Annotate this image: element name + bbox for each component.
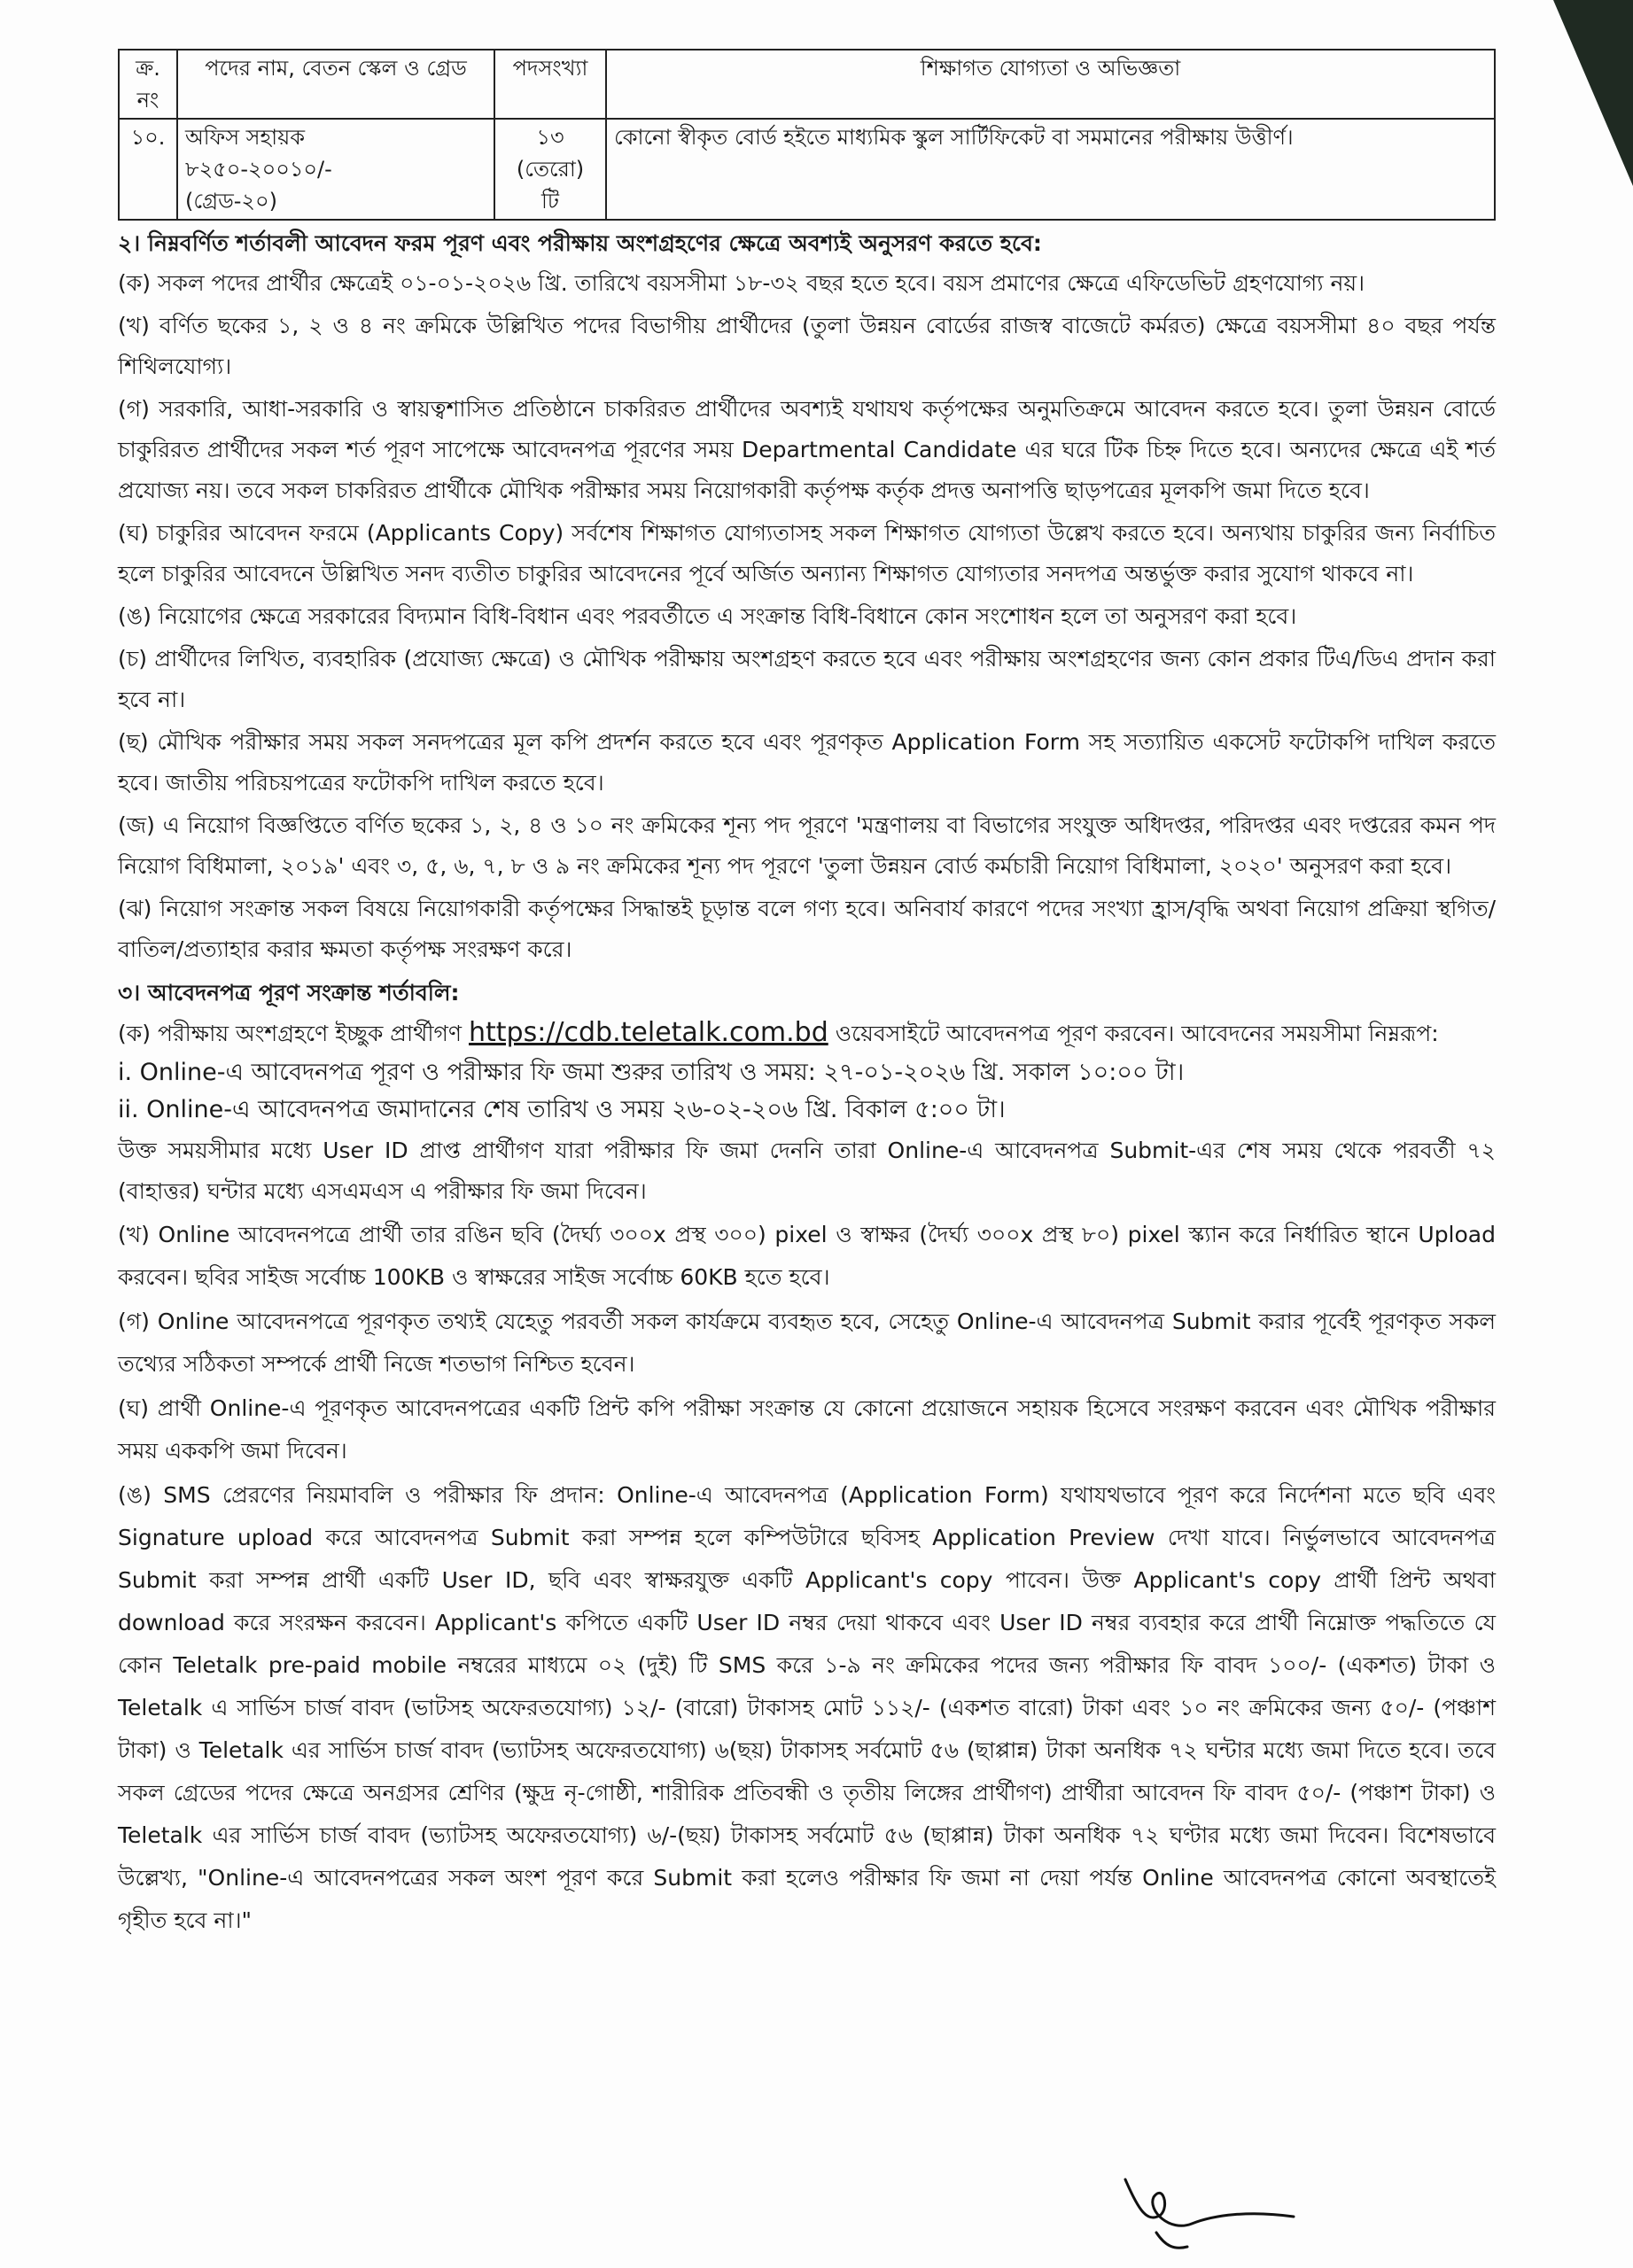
- schedule-end-line: ii. Online-এ আবেদনপত্র জমাদানের শেষ তারিখ ও সময় ২৬-০২-২০৬ খ্রি. বিকাল ৫:০০ টা।: [118, 1096, 1006, 1123]
- section3-item-ga: (গ) Online আবেদনপত্রে পূরণকৃত তথ্যই যেহেতু পরবর্তী সকল কার্যক্রমে ব্যবহৃত হবে, সেহেতু Online-এ আবেদনপত্র Submit করার পূর্বেই পূরণকৃত সকল তথ্যের সঠিকতা সম্পর্কে প্রার্থী নিজে শতভাগ নিশ্চিত হবেন।: [118, 1309, 1496, 1377]
- document-content: [118, 49, 1496, 1942]
- header-count: পদসংখ্যা: [494, 50, 606, 119]
- cell-post: [177, 119, 494, 220]
- section3-item-ka: [118, 1013, 1496, 1054]
- section3-after-schedule: উক্ত সময়সীমার মধ্যে User ID প্রাপ্ত প্রার্থীগণ যারা পরীক্ষার ফি জমা দেননি তারা Online-এ আবেদনপত্র Submit-এর শেষ সময় থেকে পরবর্তী ৭২ (বাহাত্তর) ঘন্টার মধ্যে এসএমএস এ পরীক্ষার ফি জমা দিবেন।: [118, 1138, 1496, 1204]
- header-qualification: শিক্ষাগত যোগ্যতা ও অভিজ্ঞতা: [606, 50, 1495, 119]
- cell-count: [494, 119, 606, 220]
- section2-item-ja: (জ) এ নিয়োগ বিজ্ঞপ্তিতে বর্ণিত ছকের ১, ২, ৪ ও ১০ নং ক্রমিকের শূন্য পদ পূরণে 'মন্ত্রণালয় বা বিভাগের সংযুক্ত অধিদপ্তর, পরিদপ্তর এবং দপ্তরের কমন পদ নিয়োগ বিধিমালা, ২০১৯' এবং ৩, ৫, ৬, ৭, ৮ ও ৯ নং ক্রমিকের শূন্য পদ পূরণে 'তুলা উন্নয়ন বোর্ড কর্মচারী নিয়োগ বিধিমালা, ২০২০' অনুসরণ করা হবে।: [118, 812, 1496, 879]
- count-unit: টি: [541, 189, 559, 214]
- application-website-link[interactable]: https://cdb.teletalk.com.bd: [468, 1017, 828, 1048]
- schedule-start-line: i. Online-এ আবেদনপত্র পূরণ ও পরীক্ষার ফি জমা শুরুর তারিখ ও সময়: ২৭-০১-২০২৬ খ্রি. সকাল ১০:০০ টা।: [118, 1059, 1185, 1086]
- header-serial: ক্র. নং: [119, 50, 177, 119]
- posts-table: [118, 49, 1496, 221]
- section2-heading: ২। নিম্নবর্ণিত শর্তাবলী আবেদন ফরম পূরণ এবং পরীক্ষায় অংশগ্রহণের ক্ষেত্রে অবশ্যই অনুসরণ করতে হবে:: [118, 230, 1042, 256]
- section2-item-chha: (ছ) মৌখিক পরীক্ষার সময় সকল সনদপত্রের মূল কপি প্রদর্শন করতে হবে এবং পূরণকৃত Application Form সহ সত্যায়িত একসেট ফটোকপি দাখিল করতে হবে। জাতীয় পরিচয়পত্রের ফটোকপি দাখিল করতে হবে।: [118, 729, 1496, 796]
- section3-item-gha: (ঘ) প্রার্থী Online-এ পূরণকৃত আবেদনপত্রের একটি প্রিন্ট কপি পরীক্ষা সংক্রান্ত যে কোনো প্রয়োজনে সহায়ক হিসেবে সংরক্ষণ করবেন এবং মৌখিক পরীক্ষার সময় এককপি জমা দিবেন।: [118, 1395, 1496, 1464]
- corner-mark: [1553, 0, 1633, 186]
- section3-heading: ৩। আবেদনপত্র পূরণ সংক্রান্ত শর্তাবলি:: [118, 980, 460, 1006]
- header-post: পদের নাম, বেতন স্কেল ও গ্রেড: [177, 50, 494, 119]
- section3-item-uma: (ঙ) SMS প্রেরণের নিয়মাবলি ও পরীক্ষার ফি প্রদান: Online-এ আবেদনপত্র (Application Form) যথাযথভাবে পূরণ করে নির্দেশনা মতে ছবি এবং Signature upload করে আবেদনপত্র Submit করা সম্পন্ন হলে কম্পিউটারে ছবিসহ Application Preview দেখা যাবে। নির্ভুলভাবে আবেদনপত্র Submit করা সম্পন্ন প্রার্থী একটি User ID, ছবি এবং স্বাক্ষরযুক্ত একটি Applicant's copy পাবেন। উক্ত Applicant's copy প্রার্থী প্রিন্ট অথবা download করে সংরক্ষন করবেন। Applicant's কপিতে একটি User ID নম্বর দেয়া থাকবে এবং User ID নম্বর ব্যবহার করে প্রার্থী নিম্নোক্ত পদ্ধতিতে যে কোন Teletalk pre-paid mobile নম্বরের মাধ্যমে ০২ (দুই) টি SMS করে ১-৯ নং ক্রমিকের পদের জন্য পরীক্ষার ফি বাবদ ১০০/- (একশত) টাকা ও Teletalk এ সার্ভিস চার্জ বাবদ (ভাটসহ অফেরতযোগ্য) ১২/- (বারো) টাকাসহ মোট ১১২/- (একশত বারো) টাকা এবং ১০ নং ক্রমিকের জন্য ৫০/- (পঞ্চাশ টাকা) ও Teletalk এর সার্ভিস চার্জ বাবদ (ভ্যাটসহ অফেরতযোগ্য) ৬(ছয়) টাকাসহ সর্বমোট ৫৬ (ছাপ্পান্ন) টাকা অনধিক ৭২ ঘন্টার মধ্যে জমা দিতে হবে। তবে সকল গ্রেডের পদের ক্ষেত্রে অনগ্রসর শ্রেণির (ক্ষুদ্র নৃ-গোষ্ঠী, শারীরিক প্রতিবন্ধী ও তৃতীয় লিঙ্গের প্রার্থীগণ) প্রার্থীরা আবেদন ফি বাবদ ৫০/- (পঞ্চাশ টাকা) ও Teletalk এর সার্ভিস চার্জ বাবদ (ভ্যাটসহ অফেরতযোগ্য) ৬/-(ছয়) টাকাসহ সর্বমোট ৫৬ (ছাপ্পান্ন) টাকা অনধিক ৭২ ঘণ্টার মধ্যে জমা দিবেন। বিশেষভাবে উল্লেখ্য, "Online-এ আবেদনপত্রের সকল অংশ পূরণ করে Submit করা হলেও পরীক্ষার ফি জমা না দেয়া পর্যন্ত Online আবেদনপত্র কোনো অবস্থাতেই গৃহীত হবে না।": [118, 1482, 1496, 1933]
- section2-item-kha: (খ) বর্ণিত ছকের ১, ২ ও ৪ নং ক্রমিকে উল্লিখিত পদের বিভাগীয় প্রার্থীদের (তুলা উন্নয়ন বোর্ডের রাজস্ব বাজেটে কর্মরত) ক্ষেত্রে বয়সসীমা ৪০ বছর পর্যন্ত শিথিলযোগ্য।: [118, 313, 1496, 379]
- table-row: [119, 119, 1495, 220]
- post-scale: ৮২৫০-২০০১০/-: [185, 157, 332, 182]
- section2-item-uma: (ঙ) নিয়োগের ক্ষেত্রে সরকারের বিদ্যমান বিধি-বিধান এবং পরবর্তীতে এ সংক্রান্ত বিধি-বিধানে কোন সংশোধন হলে তা অনুসরণ করা হবে।: [118, 603, 1297, 629]
- cell-qualification: কোনো স্বীকৃত বোর্ড হইতে মাধ্যমিক স্কুল সার্টিফিকেট বা সমমানের পরীক্ষায় উত্তীর্ণ।: [606, 119, 1495, 220]
- section2-item-ga: (গ) সরকারি, আধা-সরকারি ও স্বায়ত্বশাসিত প্রতিষ্ঠানে চাকরিরত প্রার্থীদের অবশ্যই যথাযথ কর্তৃপক্ষের অনুমতিক্রমে আবেদন করতে হবে। তুলা উন্নয়ন বোর্ডে চাকুরিরত প্রার্থীদের সকল শর্ত পূরণ সাপেক্ষে আবেদনপত্র পূরণের সময় Departmental Candidate এর ঘরে টিক চিহ্ন দিতে হবে। অন্যদের ক্ষেত্রে এই শর্ত প্রযোজ্য নয়। তবে সকল চাকরিরত প্রার্থীকে মৌখিক পরীক্ষার সময় নিয়োগকারী কর্তৃপক্ষ কর্তৃক প্রদত্ত অনাপত্তি ছাড়পত্রের মূলকপি জমা দিতে হবে।: [118, 396, 1496, 503]
- signature-mark: [1108, 2162, 1303, 2268]
- post-name: অফিস সহায়ক: [185, 125, 306, 150]
- section3-ka-suffix: ওয়েবসাইটে আবেদনপত্র পূরণ করবেন। আবেদনের সময়সীমা নিম্নরূপ:: [835, 1021, 1439, 1046]
- section3-item-kha: (খ) Online আবেদনপত্রে প্রার্থী তার রঙিন ছবি (দৈর্ঘ্য ৩০০x প্রস্থ ৩০০) pixel ও স্বাক্ষর (দৈর্ঘ্য ৩০০x প্রস্থ ৮০) pixel স্ক্যান করে নির্ধারিত স্থানে Upload করবেন। ছবির সাইজ সর্বোচ্চ 100KB ও স্বাক্ষরের সাইজ সর্বোচ্চ 60KB হতে হবে।: [118, 1222, 1496, 1290]
- section3-ka-prefix: (ক) পরীক্ষায় অংশগ্রহণে ইচ্ছুক প্রার্থীগণ: [118, 1021, 463, 1046]
- section2-item-ka: (ক) সকল পদের প্রার্থীর ক্ষেত্রেই ০১-০১-২০২৬ খ্রি. তারিখে বয়সসীমা ১৮-৩২ বছর হতে হবে। বয়স প্রমাণের ক্ষেত্রে এফিডেভিট গ্রহণযোগ্য নয়।: [118, 270, 1365, 296]
- section2-item-cha: (চ) প্রার্থীদের লিখিত, ব্যবহারিক (প্রযোজ্য ক্ষেত্রে) ও মৌখিক পরীক্ষায় অংশগ্রহণ করতে হবে এবং পরীক্ষায় অংশগ্রহণের জন্য কোন প্রকার টিএ/ডিএ প্রদান করা হবে না।: [118, 646, 1496, 712]
- post-grade: (গ্রেড-২০): [185, 189, 277, 214]
- count-words: (তেরো): [516, 157, 585, 182]
- count-number: ১৩: [536, 125, 564, 150]
- cell-serial: ১০.: [119, 119, 177, 220]
- table-header-row: [119, 50, 1495, 119]
- section2-item-gha: (ঘ) চাকুরির আবেদন ফরমে (Applicants Copy) সর্বশেষ শিক্ষাগত যোগ্যতাসহ সকল শিক্ষাগত যোগ্যতা উল্লেখ করতে হবে। অন্যথায় চাকুরির জন্য নির্বাচিত হলে চাকুরির আবেদনে উল্লিখিত সনদ ব্যতীত চাকুরির আবেদনের পূর্বে অর্জিত অন্যান্য শিক্ষাগত যোগ্যতার সনদপত্র অন্তর্ভুক্ত করার সুযোগ থাকবে না।: [118, 520, 1496, 586]
- section2-item-jha: (ঝ) নিয়োগ সংক্রান্ত সকল বিষয়ে নিয়োগকারী কর্তৃপক্ষের সিদ্ধান্তই চূড়ান্ত বলে গণ্য হবে। অনিবার্য কারণে পদের সংখ্যা হ্রাস/বৃদ্ধি অথবা নিয়োগ প্রক্রিয়া স্থগিত/বাতিল/প্রত্যাহার করার ক্ষমতা কর্তৃপক্ষ সংরক্ষণ করে।: [118, 896, 1496, 962]
